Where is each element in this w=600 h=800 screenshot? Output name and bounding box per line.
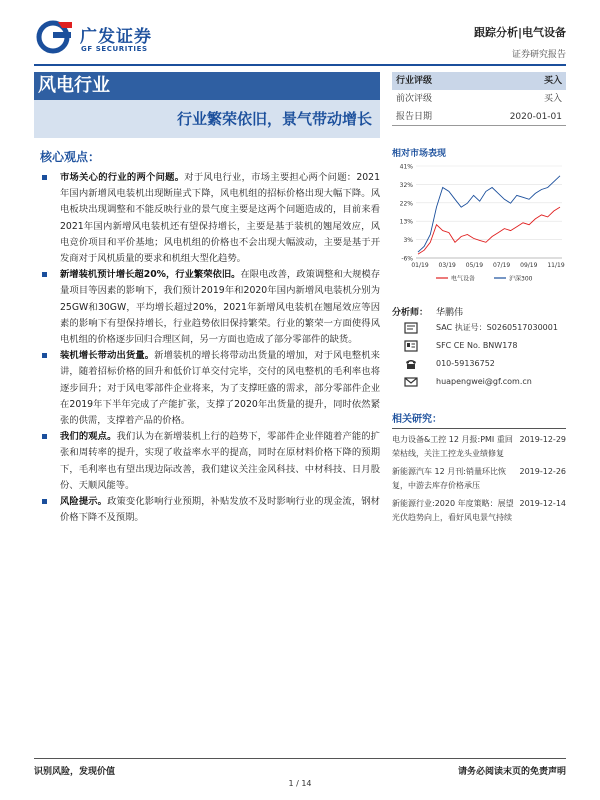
list-item xyxy=(40,170,380,267)
bullet-icon xyxy=(42,272,47,277)
page-number: 1 / 14 xyxy=(288,779,312,788)
related-item-title: 新能源行业:2020 年度策略：展望光伏趋势向上，看好风电景气持续 xyxy=(392,499,514,522)
related-item-date: 2019-12-14 xyxy=(519,499,566,508)
analyst-email xyxy=(392,373,566,391)
certificate-icon xyxy=(404,321,418,335)
related-research-title: 相关研究： xyxy=(392,410,566,429)
bullet-text: 我们认为在新增装机上行的趋势下，零部件企业伴随着产能的扩张和周转率的提升，实现了收益率水平的提高，同时在原材料价格下降的预期下，毛利率也有望出现边际改善，我们建议关注金风科技、中材科技、日月股份、天顺风能等。 xyxy=(60,431,380,491)
x-tick-label: 03/19 xyxy=(438,262,456,269)
title-panel xyxy=(34,72,380,138)
bullet-lead: 市场关心的行业的两个问题。 xyxy=(60,172,185,183)
bullet-text: 新增装机的增长将带动出货量的增加，对于风电整机来讲，随着招标价格的回升和低价订单交付完毕，交付的风电整机的毛利率也将逐步回升；对于风电零部件企业将来，为了支撑旺盛的需求，部分零部件企业在2019年下半年完成了产能扩张，支撑了2020年出货量的提升，同时依然紧张的供需，支撑着产品的价格。 xyxy=(60,350,380,427)
sfc-number: SFC CE No. BNW178 xyxy=(436,341,518,350)
relative-performance-chart xyxy=(392,160,566,286)
analyst-phone xyxy=(392,355,566,373)
analyst-panel xyxy=(392,305,566,391)
logo-text-en: GF SECURITIES xyxy=(81,45,148,53)
series-line-1 xyxy=(418,176,560,252)
analyst-sfc xyxy=(392,337,566,355)
bullet-lead: 装机增长带动出货量。 xyxy=(60,350,155,362)
list-item[interactable] xyxy=(392,433,566,461)
x-tick-label: 09/19 xyxy=(520,262,538,269)
core-views-title: 核心观点： xyxy=(40,150,101,164)
legend-label: 沪深300 xyxy=(509,275,533,283)
bullet-icon xyxy=(42,499,47,504)
gf-logo-icon xyxy=(36,20,74,54)
bullet-icon xyxy=(42,353,47,358)
sac-number: SAC 执证号：S0260517030001 xyxy=(436,323,558,332)
related-item-title: 新能源汽车 12 月刊:销量环比恢复，中游去库存价格承压 xyxy=(392,467,506,490)
rating-label: 行业评级 xyxy=(396,76,433,86)
chart-title: 相对市场表现 xyxy=(392,149,447,159)
email-address: huapengwei@gf.com.cn xyxy=(436,377,532,386)
analyst-sac xyxy=(392,319,566,337)
report-date-label: 报告日期 xyxy=(396,112,433,122)
footer-disclaimer: 请务必阅读末页的免责声明 xyxy=(457,767,566,777)
bullet-text: 在限电改善，政策调整和大规模存量项目等因素的影响下，我们预计2019年和2020年国内新增风电装机分别为25GW和30GW，平均增长超过20%，2021年新增风电装机在翘尾效应等因素的影响下有望保持增长，行业趋势依旧保持繁荣。行业的繁荣一方面使得风电机组的价格逐步回归合理区间，另一方面也造成了部分零部件的缺货。 xyxy=(60,269,380,346)
x-tick-label: 11/19 xyxy=(547,262,565,269)
rating-row-current xyxy=(392,72,566,90)
related-item-date: 2019-12-29 xyxy=(519,435,566,444)
x-tick-label: 01/19 xyxy=(411,262,429,269)
bullet-text: 政策变化影响行业预期，补贴发放不及时影响行业的现金流，钢材价格下降不及预期。 xyxy=(60,496,380,524)
bullet-lead: 风险提示。 xyxy=(60,496,108,508)
bullet-icon xyxy=(42,175,47,180)
email-icon xyxy=(404,375,418,389)
y-tick-label: 3% xyxy=(403,237,413,245)
rating-table xyxy=(392,72,566,126)
series-line-0 xyxy=(418,207,560,254)
bullet-lead: 新增装机预计增长超20%，行业繁荣依旧。 xyxy=(60,269,241,281)
gf-logo xyxy=(36,18,166,58)
bullet-lead: 我们的观点。 xyxy=(60,431,117,443)
footer-slogan: 识别风险，发现价值 xyxy=(34,767,116,777)
y-tick-label: -6% xyxy=(401,255,413,263)
core-views-list xyxy=(40,170,380,526)
bullet-icon xyxy=(42,434,47,439)
analyst-header xyxy=(392,305,566,319)
legend-label: 电气设备 xyxy=(451,275,476,283)
y-tick-label: 13% xyxy=(399,218,413,226)
tracking-label: 跟踪分析|电气设备 xyxy=(473,26,566,39)
logo-text-cn: 广发证券 xyxy=(80,27,152,47)
y-tick-label: 41% xyxy=(399,163,413,171)
rating-row-date xyxy=(392,108,566,126)
header-divider xyxy=(34,64,566,66)
y-tick-label: 22% xyxy=(399,200,413,208)
x-tick-label: 07/19 xyxy=(492,262,511,269)
prev-rating-label: 前次评级 xyxy=(396,94,433,104)
rating-row-previous xyxy=(392,90,566,108)
list-item xyxy=(40,267,380,348)
list-item xyxy=(40,348,380,429)
report-date-value: 2020-01-01 xyxy=(509,112,562,122)
phone-icon xyxy=(404,357,418,371)
x-tick-label: 05/19 xyxy=(465,262,484,269)
industry-title: 风电行业 xyxy=(34,72,380,100)
header-info xyxy=(474,24,566,60)
prev-rating-value: 买入 xyxy=(543,94,562,104)
related-item-title: 电力设备&工控 12 月报:PMI 重回荣枯线，关注工控龙头业绩修复 xyxy=(392,435,513,458)
related-research xyxy=(392,410,566,525)
bullet-text: 对于风电行业，市场主要担心两个问题：2021年国内新增风电装机出现断崖式下降，风电机组的招标价格出现大幅下降。风电板块出现调整和不能反映行业的景气度主要是这两个问题造成的，目前来看2021年国内新增风电装机还有望保持增长，主要是基于装机的翘尾效应，风电竞价项目和平价基地；风电机组的价格也不会出现大幅波动，主要是基于开发商对于风机质量的要求和机组大型化趋势。 xyxy=(60,172,380,265)
footer-divider xyxy=(34,758,566,759)
list-item[interactable] xyxy=(392,465,566,493)
report-type-label: 证券研究报告 xyxy=(511,50,566,60)
headline: 行业繁荣依旧，景气带动增长 xyxy=(176,110,372,128)
y-tick-label: 32% xyxy=(399,181,413,189)
list-item[interactable] xyxy=(392,497,566,525)
rating-value: 买入 xyxy=(543,76,562,86)
related-item-date: 2019-12-26 xyxy=(519,467,566,476)
list-item xyxy=(40,429,380,494)
analyst-name: 华鹏伟 xyxy=(436,308,464,318)
id-card-icon xyxy=(404,339,418,353)
list-item xyxy=(40,494,380,526)
phone-number: 010-59136752 xyxy=(436,359,495,368)
analyst-label: 分析师： xyxy=(392,308,429,318)
